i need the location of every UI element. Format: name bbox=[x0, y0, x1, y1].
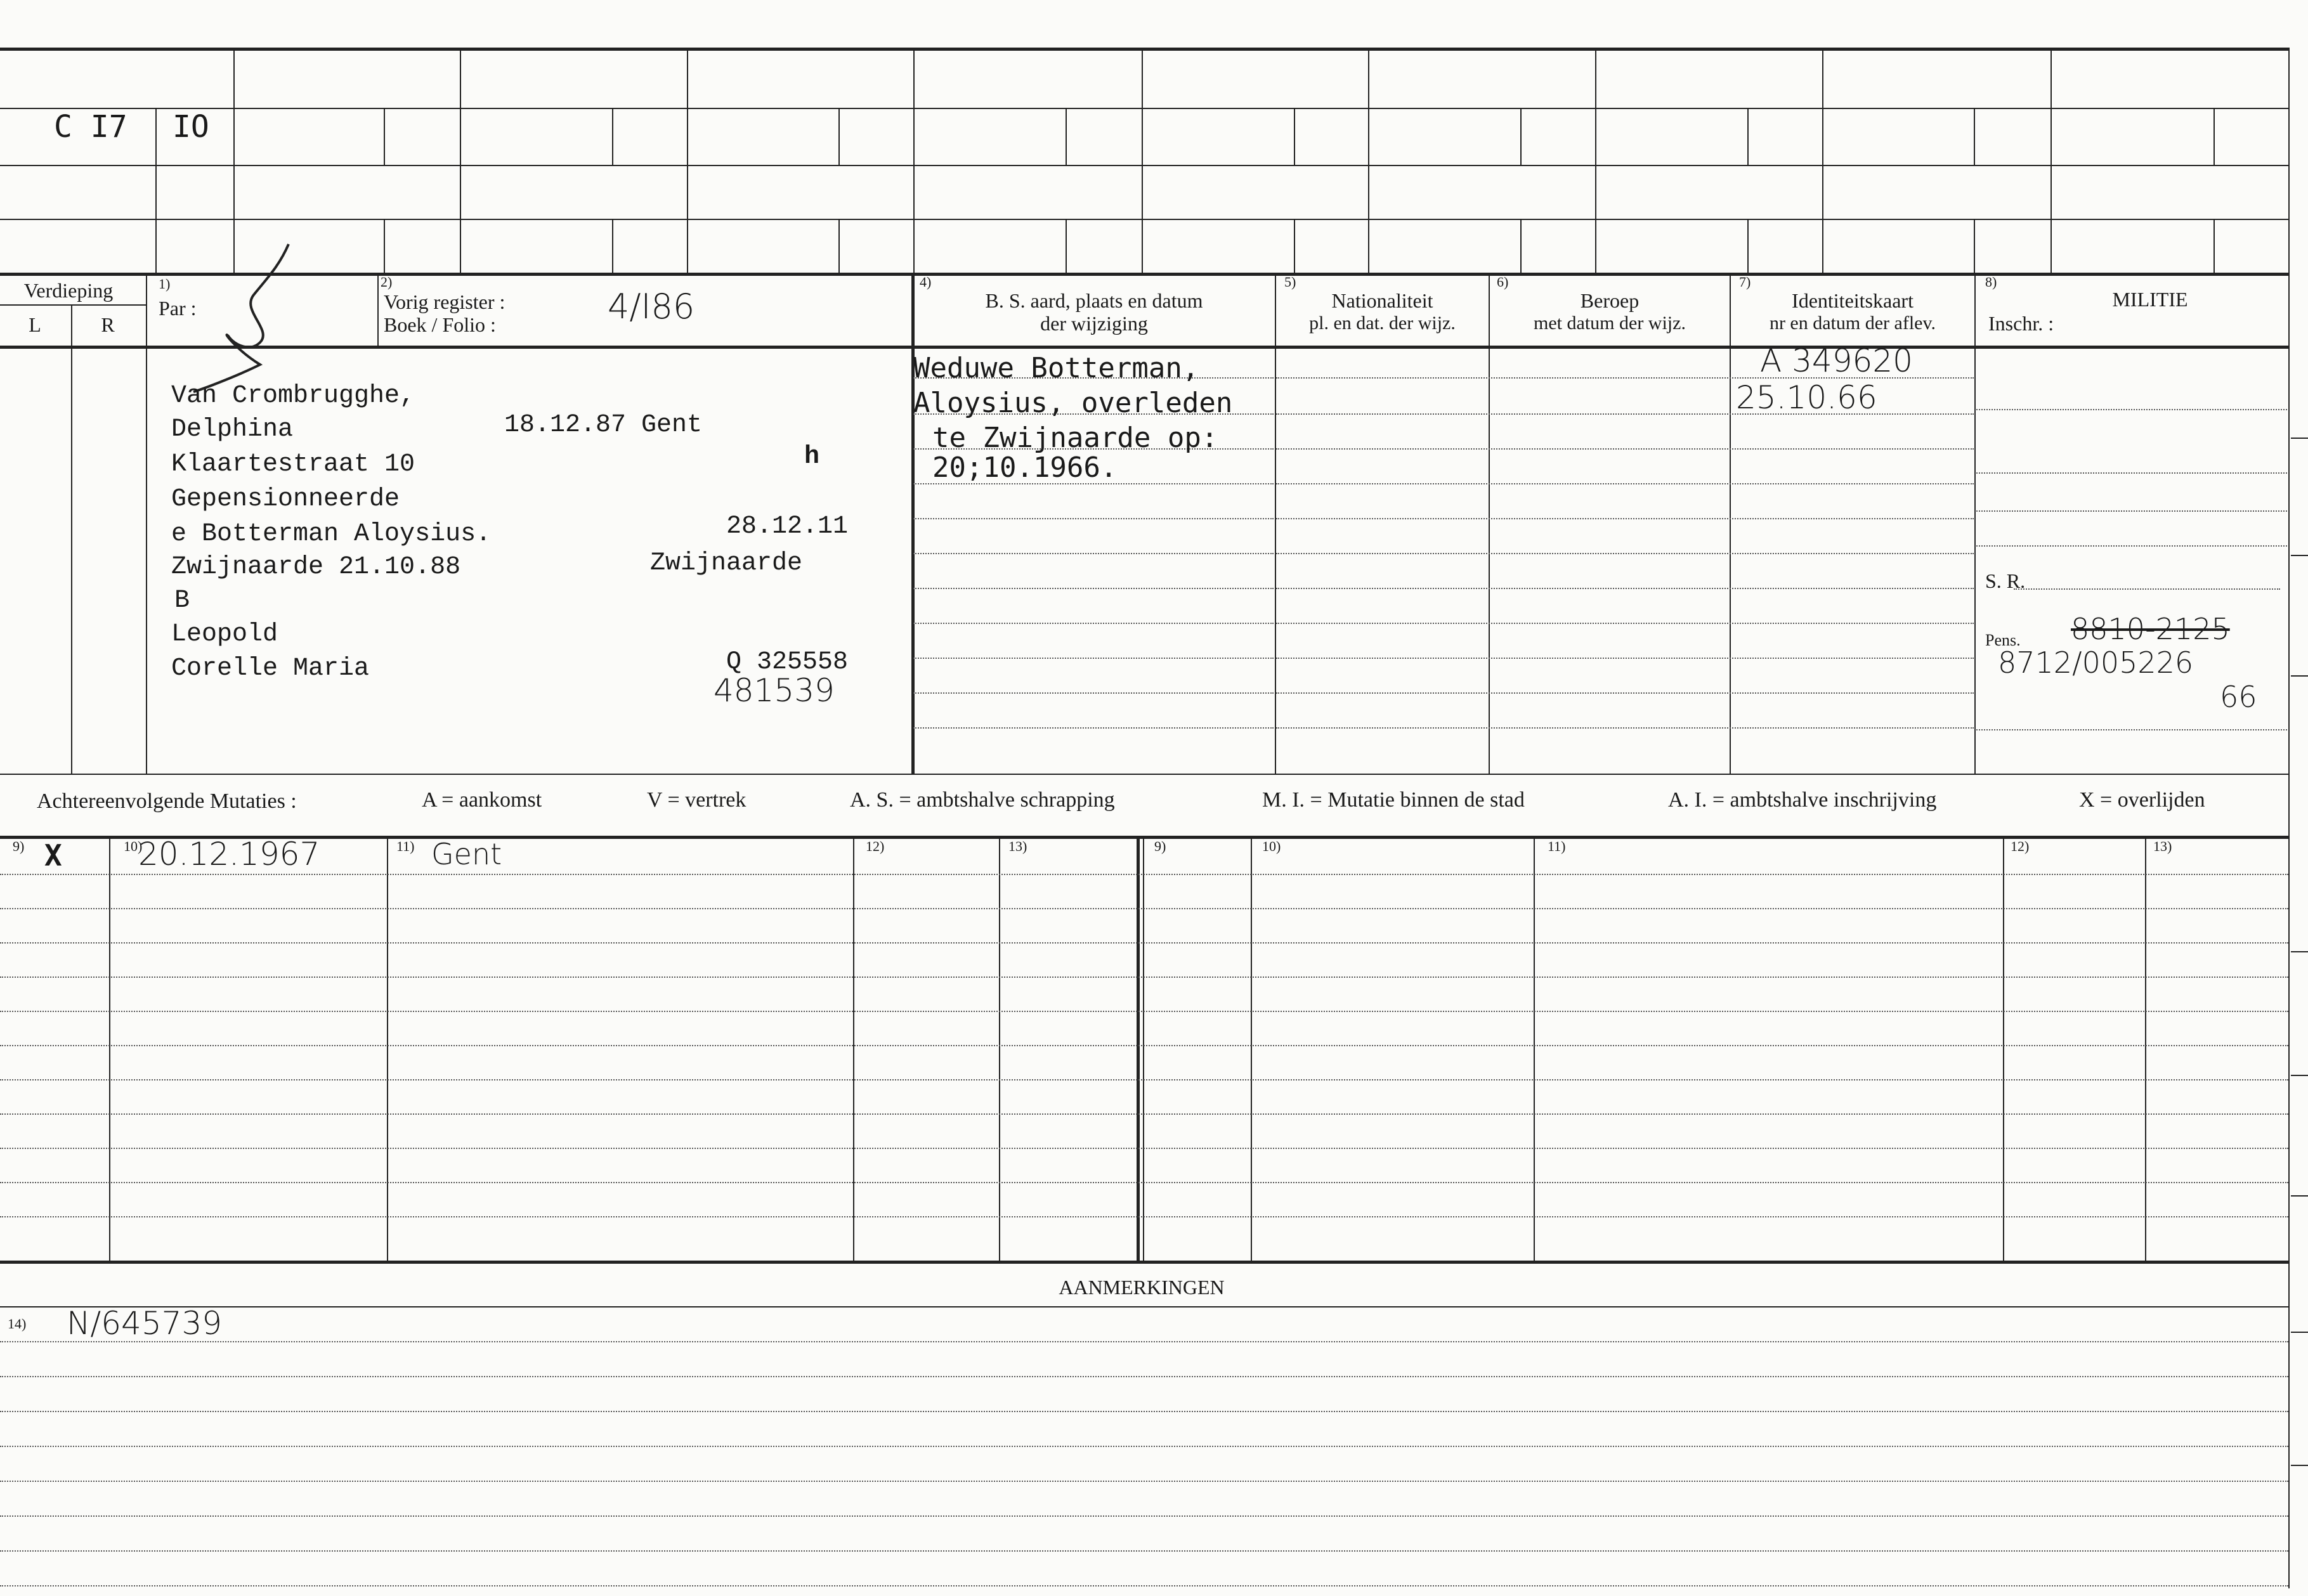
grid-line bbox=[155, 108, 157, 273]
bs-header-line1: B. S. aard, plaats en datum bbox=[985, 289, 1203, 312]
bs-entry-line3: te Zwijnaarde op: bbox=[932, 422, 1218, 454]
rule-line bbox=[0, 976, 2288, 978]
grid-line bbox=[1747, 108, 1749, 165]
rule-line bbox=[1276, 483, 1974, 484]
edge-tick bbox=[2291, 1465, 2308, 1466]
rule-line bbox=[1976, 729, 2287, 730]
grid-line bbox=[1595, 48, 1596, 273]
nationaliteit-line2: pl. en dat. der wijz. bbox=[1309, 313, 1456, 334]
rule-line bbox=[0, 908, 2288, 909]
rule-line bbox=[913, 588, 1274, 589]
grid-line bbox=[838, 108, 840, 165]
legend-item: A. S. = ambtshalve schrapping bbox=[850, 788, 1115, 812]
grid-line bbox=[1142, 48, 1143, 273]
field-number: 14) bbox=[8, 1316, 27, 1332]
remarks-title: AANMERKINGEN bbox=[1059, 1276, 1225, 1299]
grid-line bbox=[71, 304, 72, 774]
grid-line bbox=[1294, 108, 1295, 165]
boek-folio-label: Boek / Folio : bbox=[384, 313, 496, 336]
par-label: Par : bbox=[159, 297, 197, 320]
person-occupation: Gepensionneerde bbox=[171, 485, 400, 514]
grid-line bbox=[2145, 836, 2146, 1261]
grid-line bbox=[1520, 219, 1522, 273]
rule-line bbox=[913, 658, 1274, 659]
grid-line bbox=[1368, 48, 1369, 273]
grid-line bbox=[2213, 219, 2215, 273]
grid-line bbox=[913, 48, 915, 273]
grid-line bbox=[1520, 108, 1522, 165]
sr-rule-line bbox=[2014, 588, 2280, 590]
grid-line bbox=[384, 108, 385, 165]
person-spouse-birth: 28.12.11 bbox=[726, 512, 849, 541]
beroep-line1: Beroep bbox=[1580, 289, 1640, 312]
legend-item: M. I. = Mutatie binnen de stad bbox=[1262, 788, 1525, 812]
nationaliteit-line1: Nationaliteit bbox=[1331, 289, 1433, 312]
grid-line bbox=[377, 273, 379, 346]
rule-line bbox=[0, 1341, 2288, 1342]
field-number: 6) bbox=[1497, 274, 1509, 290]
mutation-date: 20.12.1967 bbox=[138, 836, 320, 873]
legend-item: V = vertrek bbox=[647, 788, 747, 812]
grid-line bbox=[1066, 108, 1067, 165]
grid-line bbox=[384, 219, 385, 273]
grid-line bbox=[1747, 219, 1749, 273]
grid-line bbox=[2213, 108, 2215, 165]
field-number: 5) bbox=[1284, 274, 1296, 290]
field-number: 2) bbox=[381, 274, 393, 290]
pens-suffix: 66 bbox=[2220, 680, 2257, 714]
mutation-type: X bbox=[44, 838, 62, 873]
field-number: 1) bbox=[159, 276, 171, 292]
grid-line bbox=[0, 108, 2290, 109]
person-code-number: 481539 bbox=[714, 672, 835, 709]
grid-line bbox=[0, 346, 2290, 349]
column-number: 10) bbox=[1262, 838, 1281, 854]
person-spouse: e Botterman Aloysius. bbox=[171, 520, 492, 548]
person-street: Klaartestraat 10 bbox=[171, 450, 415, 479]
rule-line bbox=[1276, 553, 1974, 554]
column-number: 13) bbox=[1008, 838, 1027, 854]
grid-line bbox=[1275, 273, 1276, 774]
grid-line bbox=[0, 219, 2290, 220]
right-border bbox=[2288, 48, 2290, 1588]
rule-line bbox=[0, 1515, 2288, 1517]
field-number: 8) bbox=[1985, 274, 1997, 290]
beroep-line2: met datum der wijz. bbox=[1534, 313, 1686, 334]
identiteitskaart-line1: Identiteitskaart bbox=[1792, 289, 1914, 312]
person-marriage: Zwijnaarde 21.10.88 bbox=[171, 553, 461, 581]
person-letter-b: B bbox=[174, 587, 190, 615]
register-value: 4/I86 bbox=[608, 287, 695, 327]
grid-line bbox=[1294, 219, 1295, 273]
grid-line bbox=[460, 48, 461, 273]
grid-line bbox=[146, 273, 147, 774]
grid-line bbox=[1534, 836, 1535, 1261]
grid-line bbox=[0, 1261, 2290, 1264]
rule-line bbox=[1976, 510, 2287, 512]
rule-line bbox=[0, 874, 2288, 875]
column-number: 9) bbox=[13, 838, 25, 854]
r-label: R bbox=[101, 313, 115, 336]
person-mark-h: h bbox=[804, 443, 820, 471]
grid-line bbox=[2003, 836, 2004, 1261]
grid-line bbox=[0, 304, 146, 306]
identiteitskaart-line2: nr en datum der aflev. bbox=[1769, 313, 1936, 334]
grid-line bbox=[612, 219, 613, 273]
rule-line bbox=[913, 727, 1274, 729]
pens-new-number: 8712/005226 bbox=[1998, 646, 2194, 680]
grid-line bbox=[0, 836, 2290, 839]
grid-line bbox=[233, 48, 235, 273]
l-label: L bbox=[29, 313, 41, 336]
person-father: Leopold bbox=[171, 620, 278, 649]
grid-line bbox=[1822, 48, 1823, 273]
rule-line bbox=[913, 623, 1274, 624]
edge-tick bbox=[2291, 1332, 2308, 1333]
person-mother: Corelle Maria bbox=[171, 654, 370, 683]
grid-line bbox=[1489, 273, 1490, 774]
pens-old-number: 8810-2125 bbox=[2071, 612, 2230, 646]
remarks-value: N/645739 bbox=[67, 1305, 223, 1342]
top-border bbox=[0, 48, 2290, 51]
rule-line bbox=[913, 692, 1274, 694]
grid-line bbox=[612, 108, 613, 165]
column-number: 11) bbox=[396, 838, 415, 854]
rule-line bbox=[0, 1148, 2288, 1149]
grid-line bbox=[387, 836, 388, 1261]
rule-line bbox=[1976, 409, 2287, 410]
rule-line bbox=[1276, 623, 1974, 624]
column-number: 10) bbox=[124, 838, 143, 854]
edge-tick bbox=[2291, 675, 2308, 677]
rule-line bbox=[0, 1079, 2288, 1080]
rule-line bbox=[913, 553, 1274, 554]
edge-tick bbox=[2291, 1195, 2308, 1197]
rule-line bbox=[1276, 658, 1974, 659]
grid-line bbox=[0, 165, 2290, 166]
sr-label: S. R. bbox=[1985, 569, 2026, 592]
grid-line bbox=[687, 48, 688, 273]
legend-item: A. I. = ambtshalve inschrijving bbox=[1668, 788, 1937, 812]
id-card-date: 25.10.66 bbox=[1736, 379, 1877, 416]
grid-line bbox=[853, 836, 854, 1261]
grid-line bbox=[2050, 48, 2052, 273]
rule-line bbox=[1276, 518, 1974, 519]
rule-line bbox=[0, 1550, 2288, 1552]
grid-line bbox=[1974, 219, 1975, 273]
person-marriage-place: Zwijnaarde bbox=[650, 549, 803, 578]
rule-line bbox=[0, 1182, 2288, 1183]
rule-line bbox=[0, 1585, 2288, 1586]
bs-entry-line2: Aloysius, overleden bbox=[913, 387, 1233, 419]
card-code-2: IO bbox=[173, 109, 209, 145]
rule-line bbox=[913, 518, 1274, 519]
person-birth: 18.12.87 Gent bbox=[504, 411, 703, 439]
rule-line bbox=[0, 1446, 2288, 1447]
edge-tick bbox=[2291, 555, 2308, 556]
pens-label: Pens. bbox=[1985, 631, 2021, 649]
grid-line bbox=[0, 774, 2290, 775]
column-number: 13) bbox=[2153, 838, 2172, 854]
vorig-register-label: Vorig register : bbox=[384, 290, 505, 313]
person-firstname: Delphina bbox=[171, 415, 294, 444]
column-number: 12) bbox=[866, 838, 885, 854]
rule-line bbox=[1276, 588, 1974, 589]
grid-line bbox=[1143, 836, 1144, 1261]
edge-tick bbox=[2291, 1075, 2308, 1076]
edge-tick bbox=[2291, 438, 2308, 439]
grid-line bbox=[999, 836, 1000, 1261]
grid-line bbox=[0, 273, 2290, 276]
grid-line bbox=[1066, 219, 1067, 273]
inschr-label: Inschr. : bbox=[1988, 312, 2054, 335]
mutations-legend-title: Achtereenvolgende Mutaties : bbox=[37, 789, 297, 813]
grid-line bbox=[1137, 836, 1140, 1261]
id-card-number: A 349620 bbox=[1760, 342, 1913, 379]
legend-item: A = aankomst bbox=[422, 788, 542, 812]
rule-line bbox=[0, 1113, 2288, 1115]
grid-line bbox=[1974, 108, 1975, 165]
grid-line bbox=[0, 1306, 2288, 1307]
signature-squiggle-icon bbox=[190, 241, 317, 393]
edge-tick bbox=[2291, 951, 2308, 952]
verdieping-label: Verdieping bbox=[23, 279, 114, 302]
column-number: 9) bbox=[1154, 838, 1166, 854]
rule-line bbox=[1976, 472, 2287, 474]
grid-line bbox=[911, 273, 915, 774]
grid-line bbox=[1974, 273, 1976, 774]
person-surname: Van Crombrugghe, bbox=[171, 382, 415, 410]
rule-line bbox=[1276, 727, 1974, 729]
rule-line bbox=[1276, 692, 1974, 694]
grid-line bbox=[1251, 836, 1252, 1261]
militie-label: MILITIE bbox=[2112, 288, 2188, 311]
rule-line bbox=[0, 1045, 2288, 1046]
bs-entry-line4: 20;10.1966. bbox=[932, 451, 1118, 484]
rule-line bbox=[0, 1411, 2288, 1412]
field-number: 4) bbox=[920, 274, 932, 290]
rule-line bbox=[1976, 545, 2287, 547]
grid-line bbox=[838, 219, 840, 273]
rule-line bbox=[0, 1216, 2288, 1217]
mutation-place: Gent bbox=[431, 837, 502, 871]
rule-line bbox=[0, 1481, 2288, 1482]
bs-entry-line1: Weduwe Botterman, bbox=[913, 352, 1199, 384]
grid-line bbox=[109, 836, 110, 1261]
field-number: 7) bbox=[1739, 274, 1751, 290]
grid-line bbox=[1730, 273, 1731, 774]
column-number: 11) bbox=[1548, 838, 1566, 854]
bs-header-line2: der wijziging bbox=[1040, 312, 1148, 335]
rule-line bbox=[0, 942, 2288, 944]
column-number: 12) bbox=[2011, 838, 2030, 854]
rule-line bbox=[1276, 448, 1974, 450]
person-code-q: Q 325558 bbox=[726, 648, 849, 677]
rule-line bbox=[0, 1376, 2288, 1377]
rule-line bbox=[0, 1011, 2288, 1012]
legend-item: X = overlijden bbox=[2079, 788, 2205, 812]
card-code-1: C I7 bbox=[54, 109, 127, 145]
